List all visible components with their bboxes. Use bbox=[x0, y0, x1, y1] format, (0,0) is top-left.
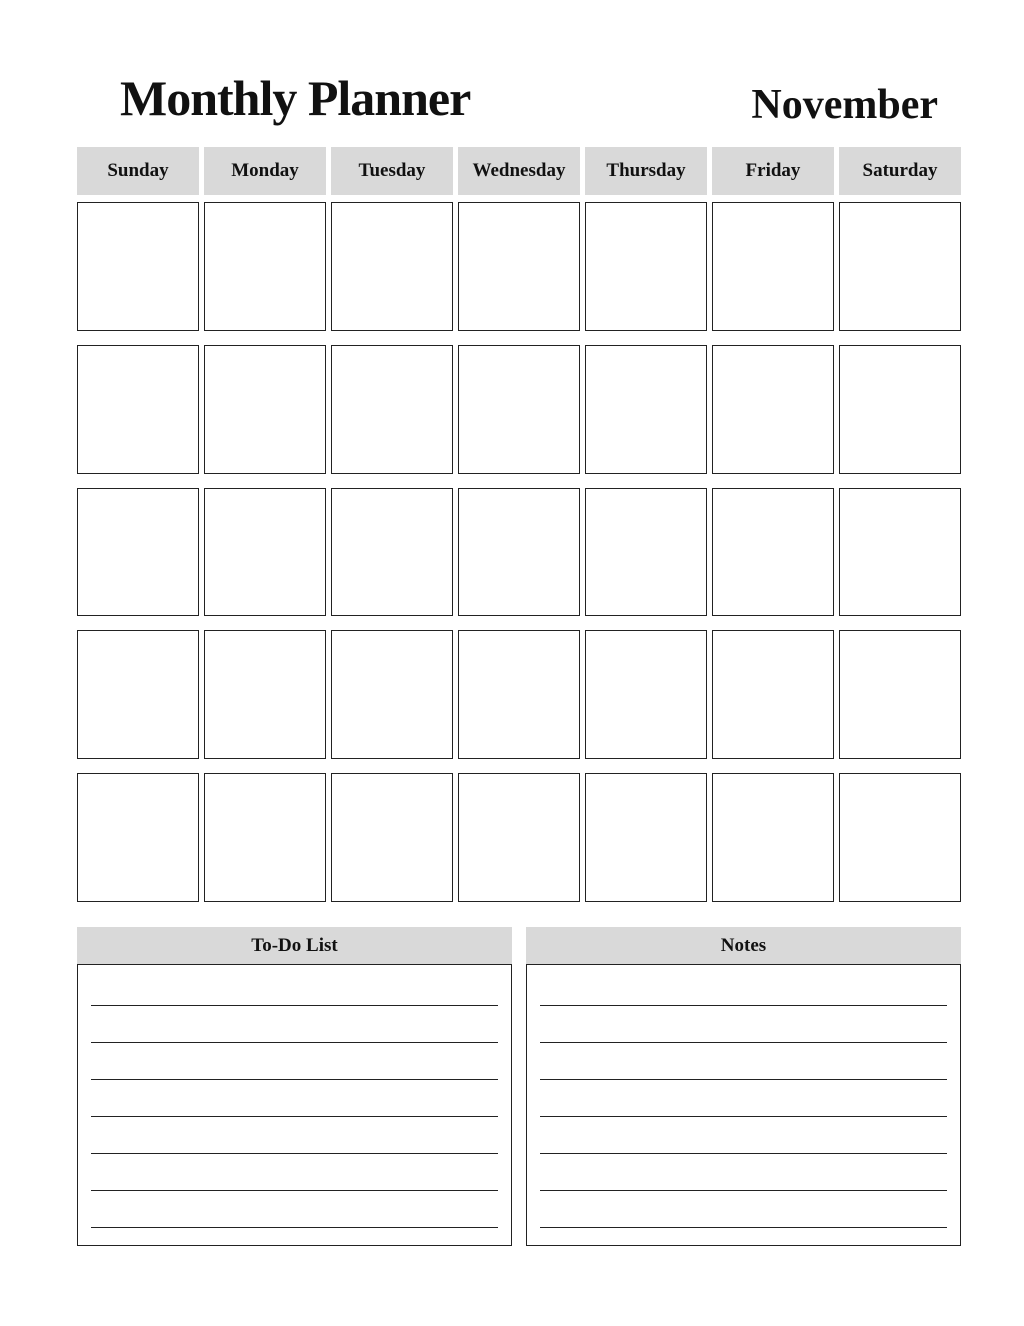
calendar-day-cell[interactable] bbox=[77, 773, 199, 902]
calendar-day-cell[interactable] bbox=[458, 202, 580, 331]
weekday-monday: Monday bbox=[204, 147, 326, 195]
notes-line[interactable] bbox=[540, 1153, 947, 1154]
calendar-day-cell[interactable] bbox=[458, 488, 580, 617]
calendar-day-cell[interactable] bbox=[204, 630, 326, 759]
notes-panel bbox=[526, 927, 961, 1246]
calendar-day-cell[interactable] bbox=[77, 488, 199, 617]
notes-line[interactable] bbox=[540, 1190, 947, 1191]
calendar-day-cell[interactable] bbox=[331, 202, 453, 331]
todo-panel bbox=[77, 927, 512, 1246]
calendar-grid bbox=[77, 202, 961, 902]
todo-line[interactable] bbox=[91, 1153, 498, 1154]
calendar-day-cell[interactable] bbox=[712, 345, 834, 474]
calendar-day-cell[interactable] bbox=[585, 773, 707, 902]
calendar-day-cell[interactable] bbox=[204, 773, 326, 902]
notes-line[interactable] bbox=[540, 1005, 947, 1006]
todo-header: To-Do List bbox=[77, 927, 512, 964]
calendar-day-cell[interactable] bbox=[458, 345, 580, 474]
calendar-day-cell[interactable] bbox=[204, 345, 326, 474]
notes-line[interactable] bbox=[540, 1042, 947, 1043]
calendar-day-cell[interactable] bbox=[331, 773, 453, 902]
calendar-day-cell[interactable] bbox=[331, 488, 453, 617]
notes-header: Notes bbox=[526, 927, 961, 964]
notes-line[interactable] bbox=[540, 1079, 947, 1080]
todo-line[interactable] bbox=[91, 1227, 498, 1228]
calendar-day-cell[interactable] bbox=[204, 202, 326, 331]
calendar-day-cell[interactable] bbox=[839, 630, 961, 759]
calendar-day-cell[interactable] bbox=[712, 488, 834, 617]
calendar-day-cell[interactable] bbox=[458, 630, 580, 759]
todo-line[interactable] bbox=[91, 1190, 498, 1191]
calendar-day-cell[interactable] bbox=[204, 488, 326, 617]
calendar-day-cell[interactable] bbox=[77, 345, 199, 474]
calendar-day-cell[interactable] bbox=[839, 345, 961, 474]
weekday-sunday: Sunday bbox=[77, 147, 199, 195]
page-title: Monthly Planner bbox=[120, 70, 471, 126]
calendar-day-cell[interactable] bbox=[331, 345, 453, 474]
weekday-wednesday: Wednesday bbox=[458, 147, 580, 195]
month-label: November bbox=[751, 82, 938, 128]
weekday-thursday: Thursday bbox=[585, 147, 707, 195]
todo-lines-area bbox=[77, 964, 512, 1246]
todo-line[interactable] bbox=[91, 1116, 498, 1117]
weekday-header-row bbox=[77, 147, 961, 195]
calendar-day-cell[interactable] bbox=[839, 773, 961, 902]
weekday-friday: Friday bbox=[712, 147, 834, 195]
calendar-day-cell[interactable] bbox=[331, 630, 453, 759]
calendar-day-cell[interactable] bbox=[77, 202, 199, 331]
calendar-day-cell[interactable] bbox=[77, 630, 199, 759]
notes-lines-area bbox=[526, 964, 961, 1246]
todo-line[interactable] bbox=[91, 1042, 498, 1043]
calendar-day-cell[interactable] bbox=[712, 630, 834, 759]
calendar-day-cell[interactable] bbox=[585, 488, 707, 617]
notes-line[interactable] bbox=[540, 1116, 947, 1117]
calendar-day-cell[interactable] bbox=[712, 202, 834, 331]
calendar-day-cell[interactable] bbox=[585, 202, 707, 331]
calendar-day-cell[interactable] bbox=[585, 345, 707, 474]
calendar-day-cell[interactable] bbox=[458, 773, 580, 902]
notes-line[interactable] bbox=[540, 1227, 947, 1228]
calendar-day-cell[interactable] bbox=[839, 202, 961, 331]
weekday-tuesday: Tuesday bbox=[331, 147, 453, 195]
calendar-day-cell[interactable] bbox=[585, 630, 707, 759]
calendar-day-cell[interactable] bbox=[839, 488, 961, 617]
todo-line[interactable] bbox=[91, 1079, 498, 1080]
weekday-saturday: Saturday bbox=[839, 147, 961, 195]
calendar-day-cell[interactable] bbox=[712, 773, 834, 902]
todo-line[interactable] bbox=[91, 1005, 498, 1006]
